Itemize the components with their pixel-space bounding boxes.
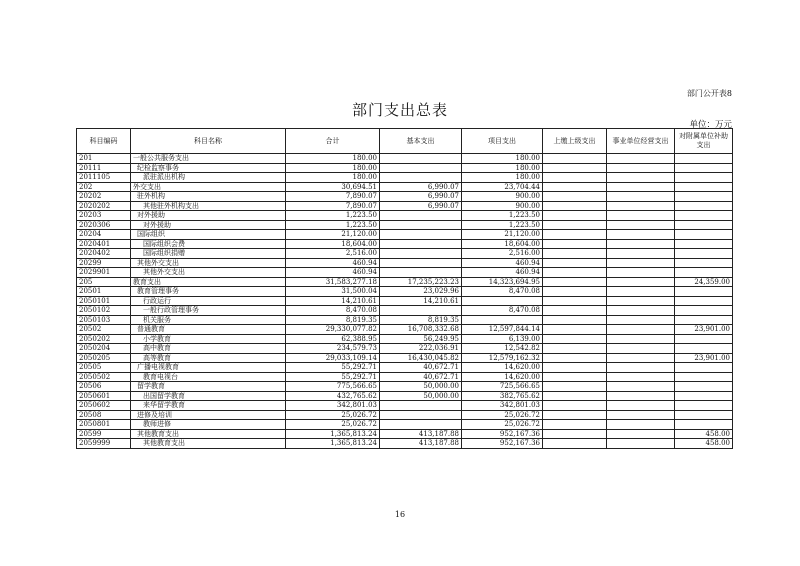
business-cell	[607, 391, 675, 401]
name-cell: 对外援助	[131, 211, 286, 221]
total-cell: 55,292.71	[286, 372, 380, 382]
subsidy-cell	[675, 182, 733, 192]
page-number: 16	[394, 510, 406, 519]
basic-cell	[380, 154, 462, 164]
upper-cell	[543, 192, 607, 202]
basic-cell	[380, 258, 462, 268]
total-cell: 2,516.00	[286, 249, 380, 259]
subsidy-cell	[675, 391, 733, 401]
table-row	[77, 182, 733, 192]
upper-cell	[543, 296, 607, 306]
code-cell: 20502	[77, 325, 131, 335]
basic-cell	[380, 306, 462, 316]
subsidy-cell	[675, 363, 733, 373]
code-cell: 2050101	[77, 296, 131, 306]
upper-cell	[543, 173, 607, 183]
name-cell: 驻外机构	[131, 192, 286, 202]
total-cell: 25,026.72	[286, 420, 380, 430]
table-row	[77, 429, 733, 439]
upper-cell	[543, 315, 607, 325]
column-header-basic: 基本支出	[380, 129, 462, 154]
table-row	[77, 391, 733, 401]
business-cell	[607, 353, 675, 363]
business-cell	[607, 287, 675, 297]
project-cell: 725,566.65	[462, 382, 543, 392]
business-cell	[607, 315, 675, 325]
subsidy-cell	[675, 154, 733, 164]
table-row	[77, 439, 733, 449]
name-cell: 行政运行	[131, 296, 286, 306]
name-cell: 派驻派出机构	[131, 173, 286, 183]
subsidy-cell	[675, 249, 733, 259]
name-cell: 教育支出	[131, 277, 286, 287]
code-cell: 2050502	[77, 372, 131, 382]
project-cell: 900.00	[462, 192, 543, 202]
basic-cell: 6,990.07	[380, 201, 462, 211]
total-cell: 29,330,077.82	[286, 325, 380, 335]
project-cell: 12,579,162.32	[462, 353, 543, 363]
project-cell: 1,223.50	[462, 220, 543, 230]
total-cell: 25,026.72	[286, 410, 380, 420]
total-cell: 21,120.00	[286, 230, 380, 240]
project-cell: 180.00	[462, 173, 543, 183]
total-cell: 1,365,813.24	[286, 429, 380, 439]
project-cell: 382,765.62	[462, 391, 543, 401]
total-cell: 1,365,813.24	[286, 439, 380, 449]
total-cell: 1,223.50	[286, 220, 380, 230]
business-cell	[607, 249, 675, 259]
business-cell	[607, 372, 675, 382]
upper-cell	[543, 239, 607, 249]
project-cell: 1,223.50	[462, 211, 543, 221]
name-cell: 广播电视教育	[131, 363, 286, 373]
code-cell: 20299	[77, 258, 131, 268]
basic-cell	[380, 220, 462, 230]
column-header-subsidy: 对附属单位补助支出	[675, 129, 733, 154]
total-cell: 432,765.62	[286, 391, 380, 401]
code-cell: 201	[77, 154, 131, 164]
table-row	[77, 315, 733, 325]
project-cell: 460.94	[462, 268, 543, 278]
business-cell	[607, 363, 675, 373]
table-row	[77, 334, 733, 344]
code-cell: 2020202	[77, 201, 131, 211]
table-row	[77, 230, 733, 240]
project-cell: 900.00	[462, 201, 543, 211]
code-cell: 20599	[77, 429, 131, 439]
upper-cell	[543, 325, 607, 335]
basic-cell	[380, 401, 462, 411]
business-cell	[607, 154, 675, 164]
total-cell: 234,579.73	[286, 344, 380, 354]
code-cell: 2050204	[77, 344, 131, 354]
table-row	[77, 306, 733, 316]
subsidy-cell	[675, 315, 733, 325]
column-header-upper: 上缴上级支出	[543, 129, 607, 154]
code-cell: 20111	[77, 163, 131, 173]
basic-cell: 413,187.88	[380, 429, 462, 439]
column-header-project: 项目支出	[462, 129, 543, 154]
column-header-name: 科目名称	[131, 129, 286, 154]
basic-cell: 222,036.91	[380, 344, 462, 354]
name-cell: 一般行政管理事务	[131, 306, 286, 316]
total-cell: 180.00	[286, 173, 380, 183]
code-cell: 20505	[77, 363, 131, 373]
business-cell	[607, 211, 675, 221]
project-cell: 342,801.03	[462, 401, 543, 411]
business-cell	[607, 173, 675, 183]
subsidy-cell	[675, 268, 733, 278]
code-cell: 20501	[77, 287, 131, 297]
code-cell: 2050602	[77, 401, 131, 411]
unit-label: 单位：万元	[689, 120, 732, 130]
upper-cell	[543, 258, 607, 268]
upper-cell	[543, 211, 607, 221]
total-cell: 55,292.71	[286, 363, 380, 373]
upper-cell	[543, 287, 607, 297]
basic-cell: 16,430,045.82	[380, 353, 462, 363]
table-row	[77, 296, 733, 306]
basic-cell: 16,708,332.68	[380, 325, 462, 335]
column-header-business: 事业单位经营支出	[607, 129, 675, 154]
code-cell: 2020401	[77, 239, 131, 249]
total-cell: 775,566.65	[286, 382, 380, 392]
table-row	[77, 410, 733, 420]
name-cell: 其他外交支出	[131, 268, 286, 278]
subsidy-cell	[675, 201, 733, 211]
basic-cell	[380, 173, 462, 183]
name-cell: 国际组织	[131, 230, 286, 240]
table-row	[77, 277, 733, 287]
upper-cell	[543, 429, 607, 439]
table-row	[77, 287, 733, 297]
total-cell: 31,500.04	[286, 287, 380, 297]
upper-cell	[543, 220, 607, 230]
business-cell	[607, 268, 675, 278]
code-cell: 20204	[77, 230, 131, 240]
basic-cell	[380, 163, 462, 173]
name-cell: 普通教育	[131, 325, 286, 335]
basic-cell: 40,672.71	[380, 363, 462, 373]
business-cell	[607, 277, 675, 287]
business-cell	[607, 410, 675, 420]
project-cell: 952,167.36	[462, 429, 543, 439]
code-cell: 2020306	[77, 220, 131, 230]
name-cell: 外交支出	[131, 182, 286, 192]
subsidy-cell	[675, 344, 733, 354]
code-cell: 20203	[77, 211, 131, 221]
table-row	[77, 325, 733, 335]
basic-cell: 50,000.00	[380, 382, 462, 392]
project-cell: 23,704.44	[462, 182, 543, 192]
project-cell: 8,470.08	[462, 287, 543, 297]
table-number-tag: 部门公开表8	[686, 89, 732, 98]
upper-cell	[543, 182, 607, 192]
code-cell: 2050102	[77, 306, 131, 316]
business-cell	[607, 401, 675, 411]
subsidy-cell	[675, 258, 733, 268]
upper-cell	[543, 154, 607, 164]
code-cell: 202	[77, 182, 131, 192]
code-cell: 20508	[77, 410, 131, 420]
total-cell: 460.94	[286, 268, 380, 278]
upper-cell	[543, 410, 607, 420]
project-cell: 14,323,694.95	[462, 277, 543, 287]
total-cell: 18,604.00	[286, 239, 380, 249]
total-cell: 31,583,277.18	[286, 277, 380, 287]
project-cell: 21,120.00	[462, 230, 543, 240]
total-cell: 14,210.61	[286, 296, 380, 306]
subsidy-cell: 23,901.00	[675, 325, 733, 335]
basic-cell: 23,029.96	[380, 287, 462, 297]
business-cell	[607, 429, 675, 439]
basic-cell: 56,249.95	[380, 334, 462, 344]
table-row	[77, 173, 733, 183]
total-cell: 62,388.95	[286, 334, 380, 344]
subsidy-cell	[675, 372, 733, 382]
upper-cell	[543, 201, 607, 211]
name-cell: 纪检监察事务	[131, 163, 286, 173]
table-row	[77, 249, 733, 259]
name-cell: 进修及培训	[131, 410, 286, 420]
total-cell: 30,694.51	[286, 182, 380, 192]
basic-cell: 17,235,223.23	[380, 277, 462, 287]
upper-cell	[543, 439, 607, 449]
project-cell: 952,167.36	[462, 439, 543, 449]
table-body	[77, 154, 733, 449]
code-cell: 2050205	[77, 353, 131, 363]
table-row	[77, 163, 733, 173]
project-cell	[462, 296, 543, 306]
table-row	[77, 211, 733, 221]
code-cell: 2029901	[77, 268, 131, 278]
expenditure-table	[76, 128, 733, 449]
total-cell: 8,819.35	[286, 315, 380, 325]
total-cell: 8,470.08	[286, 306, 380, 316]
name-cell: 教师进修	[131, 420, 286, 430]
business-cell	[607, 182, 675, 192]
name-cell: 教育管理事务	[131, 287, 286, 297]
table-row	[77, 420, 733, 430]
upper-cell	[543, 391, 607, 401]
total-cell: 342,801.03	[286, 401, 380, 411]
name-cell: 来华留学教育	[131, 401, 286, 411]
subsidy-cell	[675, 239, 733, 249]
total-cell: 7,890.07	[286, 192, 380, 202]
project-cell: 18,604.00	[462, 239, 543, 249]
upper-cell	[543, 268, 607, 278]
upper-cell	[543, 420, 607, 430]
business-cell	[607, 230, 675, 240]
upper-cell	[543, 372, 607, 382]
table-row	[77, 239, 733, 249]
subsidy-cell	[675, 220, 733, 230]
business-cell	[607, 163, 675, 173]
basic-cell: 6,990.07	[380, 192, 462, 202]
code-cell: 2020402	[77, 249, 131, 259]
basic-cell	[380, 230, 462, 240]
basic-cell	[380, 420, 462, 430]
business-cell	[607, 239, 675, 249]
subsidy-cell: 458.00	[675, 439, 733, 449]
code-cell: 20202	[77, 192, 131, 202]
upper-cell	[543, 353, 607, 363]
code-cell: 2050202	[77, 334, 131, 344]
project-cell	[462, 315, 543, 325]
subsidy-cell	[675, 401, 733, 411]
name-cell: 留学教育	[131, 382, 286, 392]
name-cell: 其他驻外机构支出	[131, 201, 286, 211]
total-cell: 7,890.07	[286, 201, 380, 211]
project-cell: 12,542.82	[462, 344, 543, 354]
project-cell: 6,139.00	[462, 334, 543, 344]
project-cell: 180.00	[462, 154, 543, 164]
business-cell	[607, 325, 675, 335]
subsidy-cell	[675, 306, 733, 316]
subsidy-cell	[675, 287, 733, 297]
project-cell: 180.00	[462, 163, 543, 173]
project-cell: 460.94	[462, 258, 543, 268]
business-cell	[607, 334, 675, 344]
code-cell: 2059999	[77, 439, 131, 449]
name-cell: 其他教育支出	[131, 429, 286, 439]
business-cell	[607, 344, 675, 354]
subsidy-cell	[675, 173, 733, 183]
table-row	[77, 258, 733, 268]
basic-cell: 413,187.88	[380, 439, 462, 449]
name-cell: 机关服务	[131, 315, 286, 325]
basic-cell	[380, 239, 462, 249]
upper-cell	[543, 163, 607, 173]
column-header-code: 科目编码	[77, 129, 131, 154]
basic-cell: 8,819.35	[380, 315, 462, 325]
column-header-total: 合计	[286, 129, 380, 154]
business-cell	[607, 306, 675, 316]
business-cell	[607, 258, 675, 268]
basic-cell: 50,000.00	[380, 391, 462, 401]
name-cell: 高中教育	[131, 344, 286, 354]
basic-cell: 6,990.07	[380, 182, 462, 192]
code-cell: 205	[77, 277, 131, 287]
upper-cell	[543, 334, 607, 344]
business-cell	[607, 192, 675, 202]
subsidy-cell	[675, 410, 733, 420]
subsidy-cell	[675, 382, 733, 392]
subsidy-cell: 458.00	[675, 429, 733, 439]
page-title: 部门支出总表	[351, 101, 448, 119]
subsidy-cell	[675, 296, 733, 306]
code-cell: 2050801	[77, 420, 131, 430]
total-cell: 460.94	[286, 258, 380, 268]
subsidy-cell: 24,359.00	[675, 277, 733, 287]
subsidy-cell	[675, 211, 733, 221]
total-cell: 29,033,109.14	[286, 353, 380, 363]
code-cell: 2050601	[77, 391, 131, 401]
business-cell	[607, 420, 675, 430]
total-cell: 180.00	[286, 163, 380, 173]
table-row	[77, 372, 733, 382]
table-row	[77, 192, 733, 202]
total-cell: 1,223.50	[286, 211, 380, 221]
name-cell: 其他外交支出	[131, 258, 286, 268]
project-cell: 14,620.00	[462, 363, 543, 373]
subsidy-cell	[675, 192, 733, 202]
upper-cell	[543, 230, 607, 240]
upper-cell	[543, 344, 607, 354]
project-cell: 2,516.00	[462, 249, 543, 259]
subsidy-cell	[675, 420, 733, 430]
project-cell: 8,470.08	[462, 306, 543, 316]
table-header-row	[77, 129, 733, 154]
upper-cell	[543, 401, 607, 411]
name-cell: 其他教育支出	[131, 439, 286, 449]
project-cell: 12,597,844.14	[462, 325, 543, 335]
name-cell: 国际组织会费	[131, 239, 286, 249]
subsidy-cell	[675, 334, 733, 344]
table-row	[77, 268, 733, 278]
table-row	[77, 353, 733, 363]
upper-cell	[543, 363, 607, 373]
name-cell: 小学教育	[131, 334, 286, 344]
basic-cell: 40,672.71	[380, 372, 462, 382]
code-cell: 2011105	[77, 173, 131, 183]
name-cell: 一般公共服务支出	[131, 154, 286, 164]
name-cell: 出国留学教育	[131, 391, 286, 401]
table-row	[77, 344, 733, 354]
table-row	[77, 220, 733, 230]
subsidy-cell	[675, 230, 733, 240]
upper-cell	[543, 382, 607, 392]
basic-cell	[380, 268, 462, 278]
upper-cell	[543, 306, 607, 316]
business-cell	[607, 201, 675, 211]
subsidy-cell	[675, 163, 733, 173]
table-row	[77, 154, 733, 164]
business-cell	[607, 382, 675, 392]
table-row	[77, 382, 733, 392]
subsidy-cell: 23,901.00	[675, 353, 733, 363]
business-cell	[607, 296, 675, 306]
upper-cell	[543, 249, 607, 259]
basic-cell: 14,210.61	[380, 296, 462, 306]
table-row	[77, 401, 733, 411]
project-cell: 25,026.72	[462, 420, 543, 430]
upper-cell	[543, 277, 607, 287]
table-row	[77, 201, 733, 211]
table-row	[77, 363, 733, 373]
project-cell: 14,620.00	[462, 372, 543, 382]
name-cell: 高等教育	[131, 353, 286, 363]
total-cell: 180.00	[286, 154, 380, 164]
code-cell: 20506	[77, 382, 131, 392]
code-cell: 2050103	[77, 315, 131, 325]
basic-cell	[380, 249, 462, 259]
business-cell	[607, 439, 675, 449]
basic-cell	[380, 410, 462, 420]
name-cell: 国际组织捐赠	[131, 249, 286, 259]
name-cell: 教育电视台	[131, 372, 286, 382]
basic-cell	[380, 211, 462, 221]
name-cell: 对外援助	[131, 220, 286, 230]
business-cell	[607, 220, 675, 230]
project-cell: 25,026.72	[462, 410, 543, 420]
